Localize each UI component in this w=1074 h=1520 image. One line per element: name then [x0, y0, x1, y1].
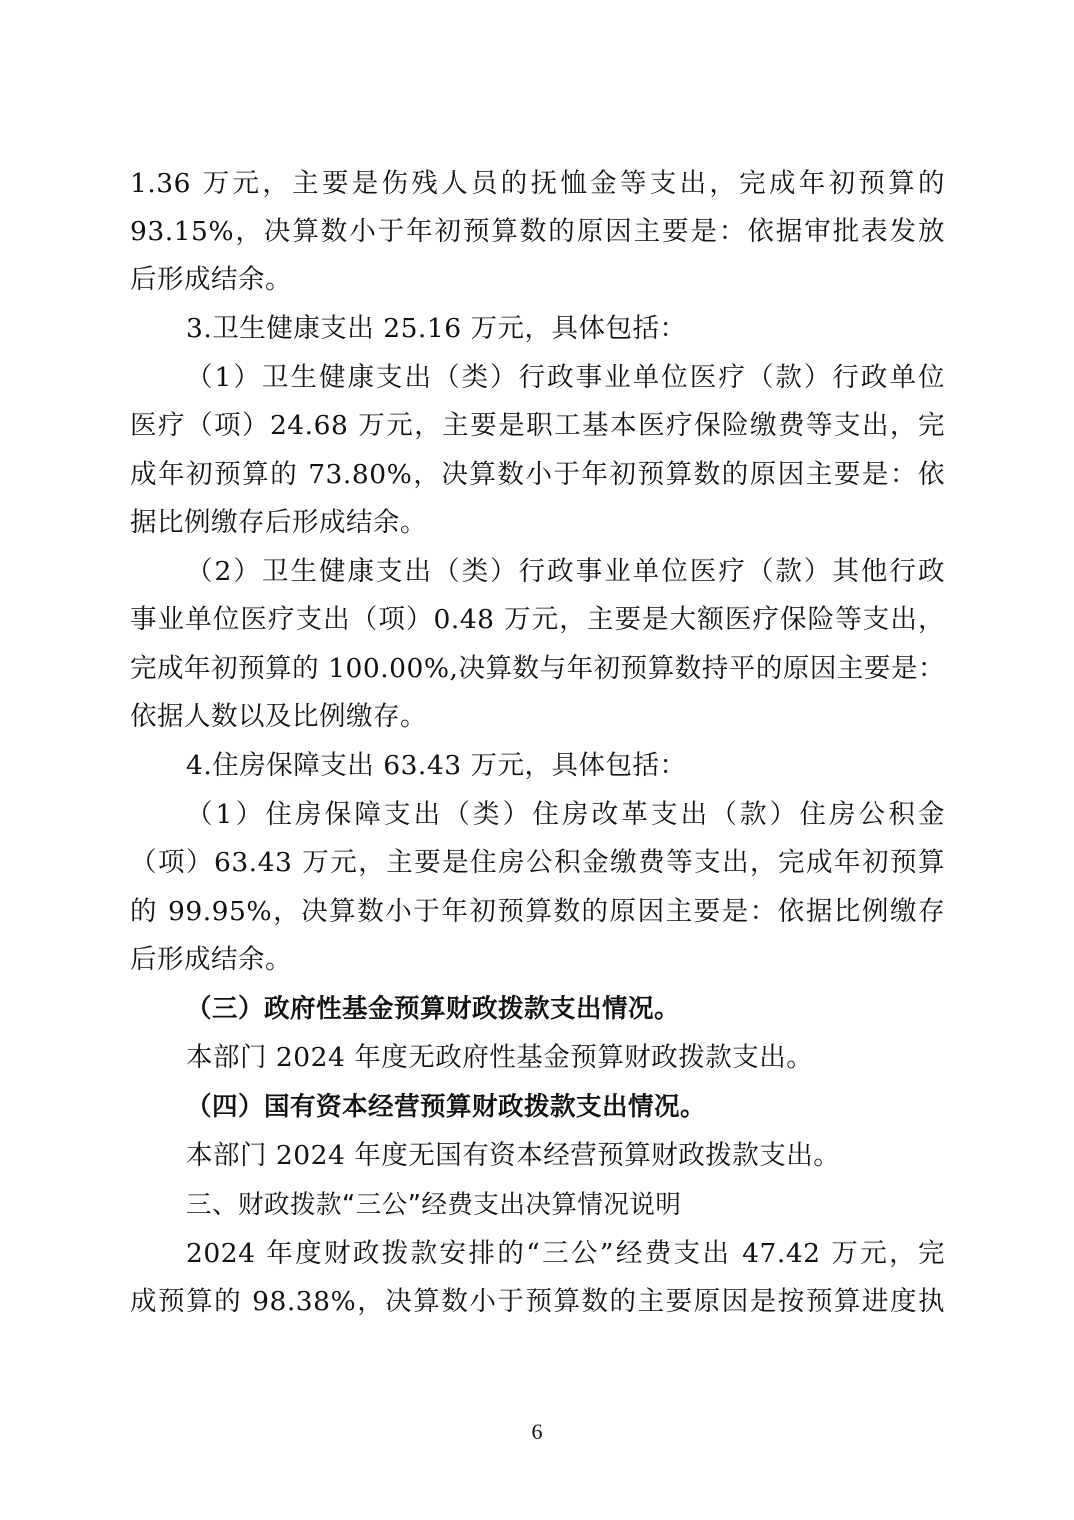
- body-line: 93.15%，决算数小于年初预算数的原因主要是：依据审批表发放: [130, 216, 945, 247]
- body-line: （项）63.43 万元，主要是住房公积金缴费等支出，完成年初预算: [130, 847, 945, 878]
- body-line: 完成年初预算的 100.00%,决算数与年初预算数持平的原因主要是：: [130, 653, 945, 684]
- body-line: 成预算的 98.38%，决算数小于预算数的主要原因是按预算进度执: [130, 1286, 945, 1317]
- page-number: 6: [531, 1419, 543, 1444]
- section-heading-fund-budget: （三）政府性基金预算财政拨款支出情况。: [186, 994, 681, 1024]
- body-line: 医疗（项）24.68 万元，主要是职工基本医疗保险缴费等支出，完: [130, 410, 945, 441]
- body-line: 据比例缴存后形成结余。: [130, 507, 427, 538]
- body-line: （1）卫生健康支出（类）行政事业单位医疗（款）行政单位: [186, 362, 945, 393]
- section-heading-state-capital: （四）国有资本经营预算财政拨款支出情况。: [186, 1092, 707, 1122]
- section-heading-three-public: 三、财政拨款“三公”经费支出决算情况说明: [186, 1190, 682, 1220]
- body-line: 本部门 2024 年度无国有资本经营预算财政拨款支出。: [186, 1140, 841, 1171]
- section-heading-housing: 4.住房保障支出 63.43 万元，具体包括：: [186, 750, 687, 781]
- body-line: 事业单位医疗支出（项）0.48 万元，主要是大额医疗保险等支出，: [130, 604, 945, 635]
- body-line: 依据人数以及比例缴存。: [130, 701, 427, 732]
- body-line: （1）住房保障支出（类）住房改革支出（款）住房公积金: [186, 799, 945, 830]
- body-line: （2）卫生健康支出（类）行政事业单位医疗（款）其他行政: [186, 556, 945, 587]
- body-line: 1.36 万元，主要是伤残人员的抚恤金等支出，完成年初预算的: [130, 168, 945, 199]
- body-line: 后形成结余。: [130, 944, 292, 975]
- body-line: 的 99.95%，决算数小于年初预算数的原因主要是：依据比例缴存: [130, 896, 945, 927]
- body-line: 后形成结余。: [130, 264, 292, 295]
- body-line: 成年初预算的 73.80%，决算数小于年初预算数的原因主要是：依: [130, 459, 945, 490]
- body-line: 本部门 2024 年度无政府性基金预算财政拨款支出。: [186, 1042, 814, 1073]
- body-line: 2024 年度财政拨款安排的“三公”经费支出 47.42 万元，完: [186, 1238, 945, 1269]
- section-heading-health: 3.卫生健康支出 25.16 万元，具体包括：: [186, 313, 687, 344]
